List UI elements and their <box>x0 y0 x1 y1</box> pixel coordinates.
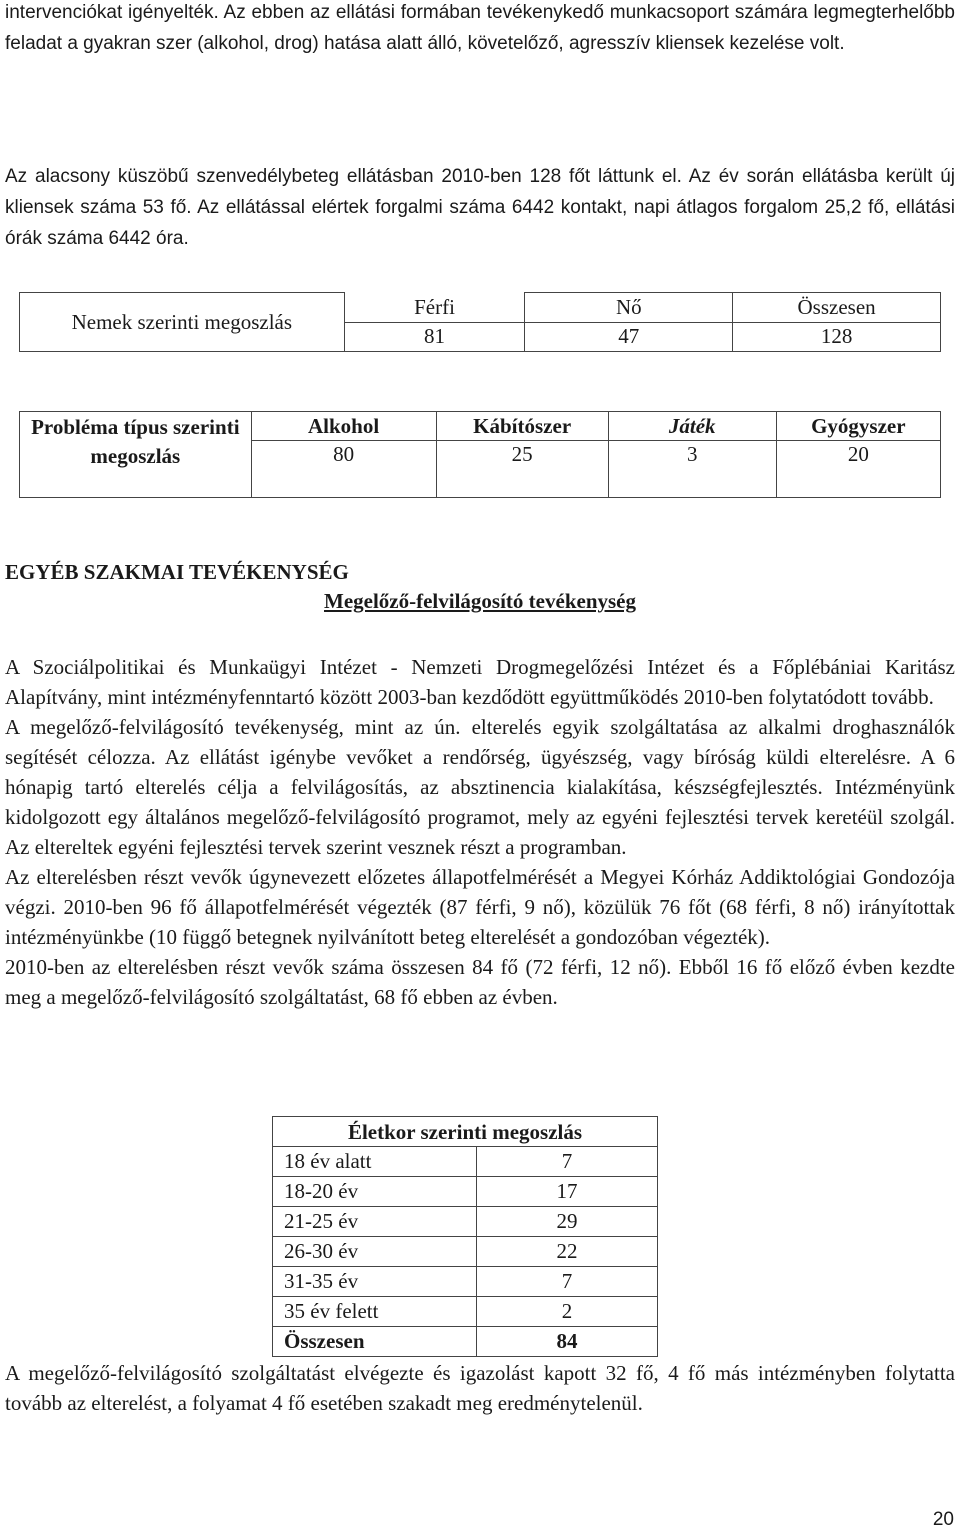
closing-text: A megelőző-felvilágosító szolgáltatást elvégezte és igazolást kapott 32 fő, 4 fő más intézményben folytatta tovább az elterelést, a folyamat 4 fő esetében szakadt meg eredménytelenül. <box>5 1361 955 1415</box>
low-threshold-paragraph <box>5 161 955 254</box>
problem-value-alcohol: 80 <box>251 441 436 498</box>
paragraph-participants: 2010-ben az elterelésben részt vevők száma összesen 84 fő (72 férfi, 12 nő). Ebből 16 fő előző évben kezdte meg a megelőző-felvilágosító szolgáltatást, 68 fő ebben az évben. <box>5 955 955 1009</box>
problem-header-gambling: Játék <box>608 412 776 441</box>
problem-header-alcohol: Alkohol <box>251 412 436 441</box>
problem-value-narcotics: 25 <box>436 441 608 498</box>
gender-value-total: 128 <box>733 322 941 352</box>
age-row-label: 18-20 év <box>273 1177 477 1207</box>
intro-text: intervenciókat igényelték. Az ebben az ellátási formában tevékenykedő munkacsoport számára legmegterhelőbb feladat a gyakran szer (alkohol, drog) hatása alatt álló, követelőző, agresszív kliensek kezelése volt. <box>5 2 955 54</box>
problem-label-text: Probléma típus szerinti megoszlás <box>31 415 240 468</box>
age-row-label: 18 év alatt <box>273 1147 477 1177</box>
problem-header-narcotics: Kábítószer <box>436 412 608 441</box>
age-row-label: 21-25 év <box>273 1207 477 1237</box>
gender-value-female: 47 <box>525 322 733 352</box>
gender-header-total: Összesen <box>733 293 941 323</box>
paragraph-assessment: Az elterelésben részt vevők úgynevezett előzetes állapotfelmérését a Megyei Kórház Addiktológiai Gondozója végzi. 2010-ben 96 fő állapotfelmérését végezték (87 férfi, 9 nő), közülük 76 főt (68 férfi, 8 nő) irányítottak intézményünkbe (10 függő betegnek nyilvánított beteg elterelését a gondozóban végezték). <box>5 865 955 949</box>
problem-header-medication: Gyógyszer <box>776 412 940 441</box>
age-row-value: 22 <box>477 1237 658 1267</box>
age-row-value: 2 <box>477 1297 658 1327</box>
section-title: EGYÉB SZAKMAI TEVÉKENYSÉG <box>5 560 349 584</box>
age-row-label: 31-35 év <box>273 1267 477 1297</box>
age-row-label: 26-30 év <box>273 1237 477 1267</box>
gender-header-male: Férfi <box>344 293 525 323</box>
gender-table-label <box>20 293 345 352</box>
gender-header-female: Nő <box>525 293 733 323</box>
age-total-value: 84 <box>477 1327 658 1357</box>
low-threshold-text: Az alacsony küszöbű szenvedélybeteg ellátásban 2010-ben 128 főt láttunk el. Az év során ellátásba került új kliensek száma 53 fő. Az ellátással elértek forgalmi száma 6442 kontakt, napi átlagos forgalom 25,2 fő, ellátási órák száma 6442 óra. <box>5 166 955 249</box>
paragraph-cooperation: A Szociálpolitikai és Munkaügyi Intézet - Nemzeti Drogmegelőzési Intézet és a Főplébániai Karitász Alapítvány, mint intézményfenntartó között 2003-ban kezdődött együttműködés 2010-ben folytatódott tovább. <box>5 655 955 709</box>
body-paragraphs <box>5 652 955 1012</box>
age-row-value: 29 <box>477 1207 658 1237</box>
age-table <box>272 1116 658 1357</box>
paragraph-prevention: A megelőző-felvilágosító tevékenység, mint az ún. elterelés egyik szolgáltatása az alkalmi droghasználók segítését célozza. Az ellátást igénybe vevőket a rendőrség, ügyészség, vagy bíróság küldi elterelésre. A 6 hónapig tartó elterelés célja a felvilágosítás, az absztinencia kialakítása, készségfejlesztés. Intézményünk kidolgozott egy általános megelőző-felvilágosító programot, mely az egyéni fejlesztési tervek keretéül szolgál. Az eltereltek egyéni fejlesztési tervek szerint vesznek részt a programban. <box>5 715 955 859</box>
age-table-title: Életkor szerinti megoszlás <box>273 1117 658 1147</box>
problem-value-medication: 20 <box>776 441 940 498</box>
problem-table <box>19 411 941 498</box>
age-total-label: Összesen <box>273 1327 477 1357</box>
age-row-value: 7 <box>477 1147 658 1177</box>
problem-table-label <box>20 412 252 498</box>
intro-paragraph <box>5 0 955 59</box>
gender-label-text: Nemek szerinti megoszlás <box>71 309 293 334</box>
page-number: 20 <box>932 1509 954 1530</box>
section-subtitle: Megelőző-felvilágosító tevékenység <box>324 589 636 613</box>
problem-value-gambling: 3 <box>608 441 776 498</box>
age-row-value: 7 <box>477 1267 658 1297</box>
gender-value-male: 81 <box>344 322 525 352</box>
age-row-label: 35 év felett <box>273 1297 477 1327</box>
gender-table <box>19 292 941 352</box>
closing-paragraph <box>5 1358 955 1418</box>
age-row-value: 17 <box>477 1177 658 1207</box>
